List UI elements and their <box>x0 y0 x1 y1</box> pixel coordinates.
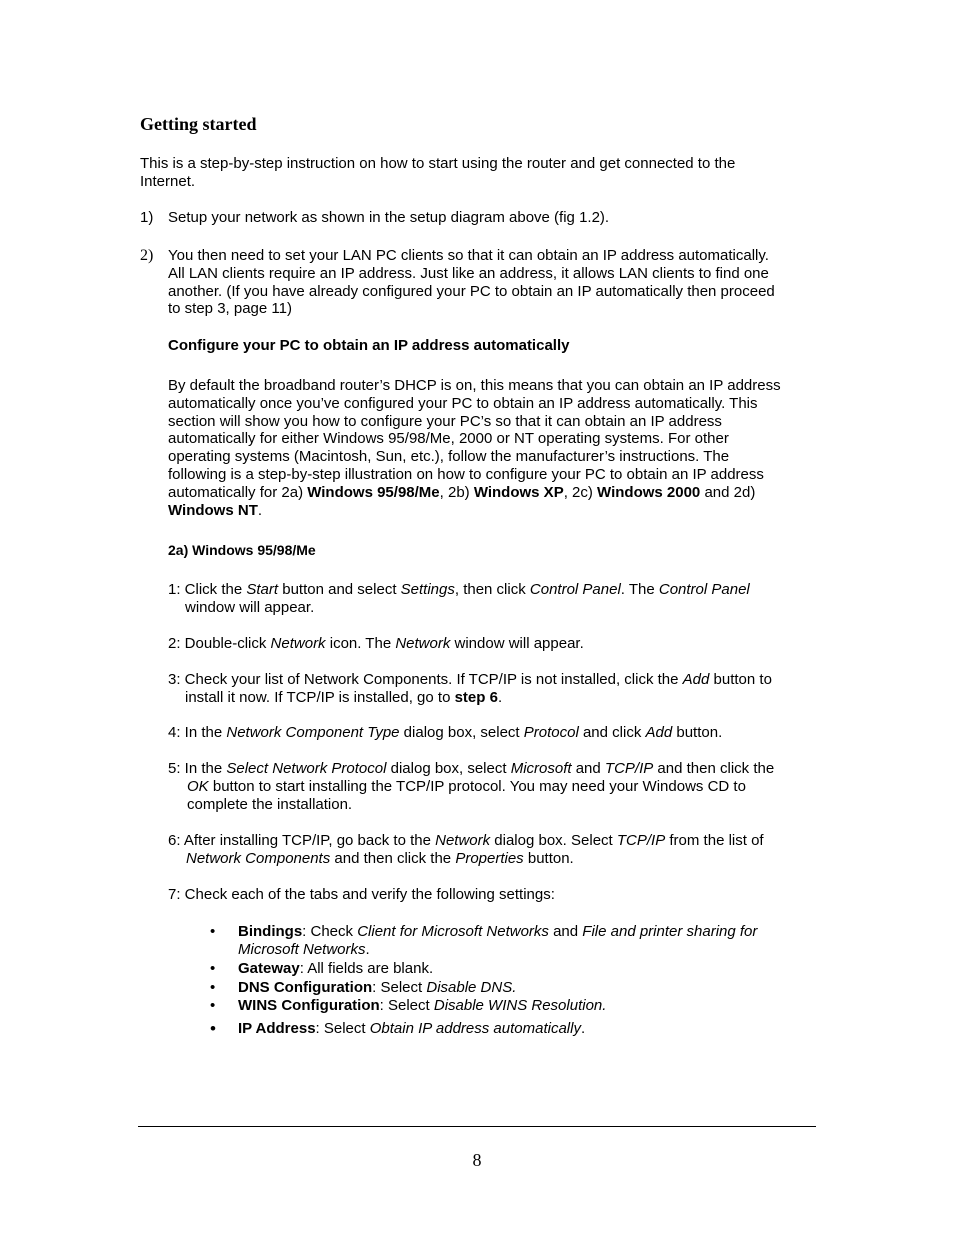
text-run: and then click the <box>653 760 775 777</box>
text-run: and <box>548 923 583 940</box>
text-run: . The <box>620 581 659 598</box>
step-line <box>168 724 722 742</box>
ui-term: Control Panel <box>529 581 621 598</box>
step-line: window will appear. <box>185 598 315 616</box>
bullet-icon: • <box>210 1019 216 1038</box>
step-1-text: Setup your network as shown in the setup diagram above (fig 1.2). <box>168 209 610 226</box>
text-run: dialog box, select <box>399 724 524 741</box>
text-run: 3: Check your list of Network Components. If TCP/IP is not installed, click the <box>168 671 683 688</box>
text-run: dialog box. Select <box>490 832 617 849</box>
step-line <box>168 832 764 850</box>
text-run: 6: After installing TCP/IP, go back to the <box>168 832 436 849</box>
text-run: : Select <box>379 997 434 1014</box>
text-run: automatically for 2a) <box>168 483 308 501</box>
step-2-number: 2) <box>140 247 154 264</box>
text-run: button to start installing the TCP/IP protocol. You may need your Windows CD to <box>208 777 746 795</box>
bullet-icon: • <box>210 997 216 1014</box>
setting-name: WINS Configuration <box>238 997 380 1014</box>
text-run: button and select <box>278 581 401 598</box>
bullet-icon: • <box>210 979 216 996</box>
os-name: Windows XP <box>473 483 564 501</box>
step-reference: step 6 <box>454 688 498 706</box>
text-run: window will appear. <box>450 635 584 652</box>
text-run: and click <box>578 724 646 741</box>
step-2-line: All LAN clients require an IP address. Just like an address, it allows LAN clients to find one <box>168 264 769 282</box>
os-name: Windows NT <box>168 501 258 519</box>
ui-term: Disable DNS. <box>426 979 517 996</box>
dhcp-line: By default the broadband router’s DHCP is on, this means that you can obtain an IP address <box>168 377 781 394</box>
ui-term: Network Components <box>186 849 331 867</box>
dhcp-line: operating systems (Macintosh, Sun, etc.), follow the manufacturer’s instructions. The <box>168 448 730 466</box>
ui-term: Select Network Protocol <box>226 760 387 777</box>
step-line <box>168 671 772 689</box>
ui-term: Obtain IP address automatically <box>369 1020 581 1037</box>
dhcp-paragraph <box>168 377 781 519</box>
step-2-line: to step 3, page 11) <box>168 300 292 318</box>
text-run: 2: Double-click <box>168 635 271 652</box>
text-run: . <box>580 1020 586 1037</box>
ui-term: Settings <box>400 581 455 598</box>
step-2-text <box>168 247 775 318</box>
dhcp-line <box>168 484 781 502</box>
text-run: . <box>497 688 503 706</box>
footer-divider <box>138 1126 816 1127</box>
ui-term: TCP/IP <box>604 760 654 777</box>
os-name: Windows 95/98/Me <box>307 483 440 501</box>
step-line <box>168 850 764 868</box>
intro-paragraph <box>140 155 735 191</box>
win-step-1 <box>168 581 750 617</box>
intro-line: This is a step-by-step instruction on how to start using the router and get connected to the <box>140 155 736 172</box>
step-line: complete the installation. <box>187 795 353 813</box>
ui-term: Properties <box>455 849 524 867</box>
win-step-2 <box>168 635 584 653</box>
bindings-item <box>238 923 757 959</box>
bullet-line <box>238 941 757 959</box>
ui-term: Network <box>395 635 451 652</box>
dhcp-line: automatically once you’ve configured your PC to obtain an IP address automatically. This <box>168 394 758 412</box>
text-run: : Select <box>372 979 427 996</box>
setting-name: Bindings <box>238 923 303 940</box>
step-2-line: another. (If you have already configured your PC to obtain an IP automatically then proceed <box>168 282 775 300</box>
ip-address-item <box>238 1020 585 1038</box>
wins-item <box>238 997 606 1015</box>
text-run: 4: In the <box>168 724 227 741</box>
ui-term: Microsoft <box>510 760 572 777</box>
win-step-3 <box>168 671 772 707</box>
text-run: , 2b) <box>439 483 474 501</box>
step-line <box>168 778 774 796</box>
win-step-6 <box>168 832 764 868</box>
text-run: and 2d) <box>700 483 756 501</box>
gateway-item <box>238 960 433 978</box>
text-run: and then click the <box>330 849 456 867</box>
dns-item <box>238 979 516 997</box>
text-run: : All fields are blank. <box>299 960 434 977</box>
text-run: . <box>365 940 370 958</box>
step-line <box>168 581 750 599</box>
ui-term: Start <box>246 581 279 598</box>
text-run: , 2c) <box>563 483 598 501</box>
text-run: button. <box>523 849 574 867</box>
win-step-4 <box>168 724 722 742</box>
dhcp-line: automatically for either Windows 95/98/Me, 2000 or NT operating systems. For other <box>168 430 729 448</box>
win-step-5 <box>168 760 774 813</box>
bullet-icon: • <box>210 960 216 977</box>
text-run: dialog box, select <box>386 760 511 777</box>
step-line <box>168 760 774 778</box>
text-run: : Select <box>315 1020 370 1037</box>
intro-line: Internet. <box>140 172 196 190</box>
bullet-line <box>238 923 757 941</box>
text-run: : Check <box>302 923 358 940</box>
configure-heading: Configure your PC to obtain an IP address automatically <box>168 337 570 354</box>
step-line <box>168 635 584 653</box>
text-run: icon. The <box>325 635 396 652</box>
text-run: 1: Click the <box>168 581 247 598</box>
setting-name: Gateway <box>238 960 300 977</box>
step-2-line: You then need to set your LAN PC clients so that it can obtain an IP address automatically. <box>168 247 769 264</box>
page-number: 8 <box>472 1150 482 1170</box>
ui-term: Protocol <box>523 724 579 741</box>
ui-term: TCP/IP <box>616 832 666 849</box>
ui-term: Network Component Type <box>226 724 400 741</box>
os-name: Windows 2000 <box>597 483 701 501</box>
ui-term: OK <box>187 777 209 795</box>
ui-term: Add <box>682 671 710 688</box>
ui-term: Client for Microsoft Networks <box>357 923 549 940</box>
ui-term: Microsoft Networks <box>238 940 366 958</box>
text-run: button to <box>709 671 772 688</box>
setting-name: IP Address <box>238 1020 316 1037</box>
text-run: . <box>257 501 263 519</box>
section-heading: Getting started <box>140 114 257 134</box>
text-run: from the list of <box>665 832 764 849</box>
ui-term: File and printer sharing for <box>582 923 758 940</box>
ui-term: Network <box>435 832 491 849</box>
setting-name: DNS Configuration <box>238 979 373 996</box>
text-run: button. <box>672 724 723 741</box>
ui-term: Disable WINS Resolution. <box>433 997 607 1014</box>
win-step-7 <box>168 886 555 904</box>
step-line: 7: Check each of the tabs and verify the following settings: <box>168 886 555 903</box>
ui-term: Add <box>645 724 673 741</box>
text-run: , then click <box>454 581 530 598</box>
step-1-number: 1) <box>140 209 154 226</box>
ui-term: Network <box>270 635 326 652</box>
text-run: install it now. If TCP/IP is installed, go to <box>185 688 455 706</box>
bullet-icon: • <box>210 923 216 940</box>
windows-95-heading: 2a) Windows 95/98/Me <box>168 542 316 558</box>
dhcp-line: section will show you how to configure your PC’s so that it can obtain an IP address <box>168 412 722 430</box>
text-run: 5: In the <box>168 760 227 777</box>
text-run: and <box>571 760 605 777</box>
step-line <box>168 689 772 707</box>
ui-term: Control Panel <box>658 581 750 598</box>
dhcp-line: following is a step-by-step illustration on how to configure your PC to obtain an IP address <box>168 465 764 483</box>
dhcp-line <box>168 502 781 520</box>
